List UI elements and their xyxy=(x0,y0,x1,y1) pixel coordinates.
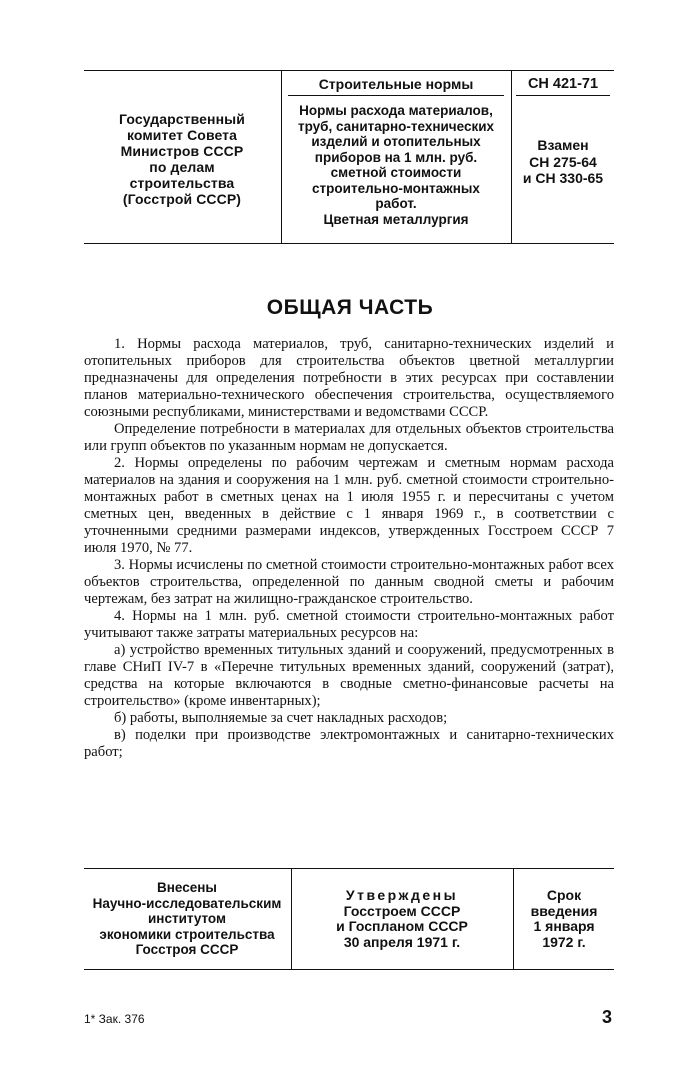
organization-line: строительства xyxy=(129,175,235,191)
norms-title-line: изделий и отопительных xyxy=(311,134,481,149)
header-norms-cell xyxy=(282,71,510,243)
paragraph: в) поделки при производстве электромонтажных и санитарно-технических работ; xyxy=(84,727,614,760)
submitted-line: Внесены xyxy=(157,880,217,896)
header-organization-cell xyxy=(84,71,280,243)
approved-title: Утверждены xyxy=(345,887,459,903)
submitted-line: Госстроя СССР xyxy=(135,942,239,958)
norms-title-line: приборов на 1 млн. руб. xyxy=(314,149,478,165)
replaces-note xyxy=(512,137,614,187)
paragraph: а) устройство временных титульных зданий и сооружений, предусмотренных в главе СНиП IV-7 в «Перечне титульных временных зданий, сооружений (затрат), средства на которые включаются в сводные сметно-финансовые расчеты на строительство» (кроме инвентарных); xyxy=(84,642,614,709)
norms-title-line: труб, санитарно-технических xyxy=(297,118,495,134)
norms-title-line: Нормы расхода материалов, xyxy=(299,103,493,118)
effective-line: 1 января xyxy=(533,918,595,934)
order-number: 1* Зак. 376 xyxy=(84,1012,145,1026)
paragraph: б) работы, выполняемые за счет накладных расходов; xyxy=(114,710,448,726)
replaces-line: Взамен xyxy=(537,137,589,153)
norms-title xyxy=(284,103,508,227)
page-number: 3 xyxy=(602,1007,613,1027)
norms-title-line: работ. xyxy=(375,196,417,211)
approved-line: Госстроем СССР xyxy=(343,902,461,919)
section-heading: ОБЩАЯ ЧАСТЬ xyxy=(266,296,434,319)
effective-date-cell xyxy=(514,869,614,969)
norms-title-line: строительно-монтажных xyxy=(312,180,480,196)
effective-line: 1972 г. xyxy=(542,933,586,950)
organization-line: Государственный xyxy=(119,111,245,127)
paragraph: 3. Нормы исчислены по сметной стоимости строительно-монтажных работ всех объектов строительства, определенной по данным сводной сметы и рабочим чертежам, без затрат на жилищно-гражданское строительство. xyxy=(84,557,614,607)
submitted-line: институтом xyxy=(148,911,226,927)
effective-line: введения xyxy=(530,902,598,919)
approved-line: и Госпланом СССР xyxy=(336,918,468,934)
header-table xyxy=(84,70,614,244)
organization-line: Министров СССР xyxy=(120,143,244,159)
organization-line: комитет Совета xyxy=(126,127,238,143)
norms-title-line: сметной стоимости xyxy=(330,165,462,180)
effective-line: Срок xyxy=(546,887,582,903)
paragraph: 2. Нормы определены по рабочим чертежам и сметным нормам расхода материалов на здания и сооружения на 1 млн. руб. сметной стоимости строительно-монтажных работ в сметных ценах на 1 июля 1955 г. и пересчитаны с учетом сметных цен, введенных в действие с 1 января 1969 г., в соответствии с уточненными средними размерами индексов, утвержденных Госстроем СССР 7 июля 1970, № 77. xyxy=(84,455,614,556)
organization-line: по делам xyxy=(149,159,215,175)
submitted-line: Научно-исследовательским xyxy=(92,895,282,911)
organization-line: (Госстрой СССР) xyxy=(122,191,242,207)
paragraph: 1. Нормы расхода материалов, труб, санитарно-технических изделий и отопительных приборов для строительства объектов цветной металлургии предназначены для определения потребности в этих ресурсах при составлении планов материально-технического обеспечения строительства, осуществляемого союзными республиками, министерствами и ведомствами СССР. xyxy=(84,336,614,420)
organization-name xyxy=(119,107,245,207)
approved-by-cell xyxy=(292,869,512,969)
body-text xyxy=(84,336,614,761)
replaces-line: и СН 330-65 xyxy=(522,170,604,186)
submitted-line: экономики строительства xyxy=(99,926,275,942)
norms-label: Строительные нормы xyxy=(288,73,504,96)
document-code: СН 421-71 xyxy=(516,73,610,96)
norms-title-line: Цветная металлургия xyxy=(323,211,469,227)
paragraph: Определение потребности в материалах для отдельных объектов строительства или групп объектов по указанным нормам не допускается. xyxy=(84,421,614,454)
submitted-by-cell xyxy=(84,869,290,969)
approved-line: 30 апреля 1971 г. xyxy=(343,933,461,950)
paragraph: 4. Нормы на 1 млн. руб. сметной стоимости строительно-монтажных работ учитывают также затраты материальных ресурсов на: xyxy=(84,608,614,641)
footer-table xyxy=(84,868,614,970)
replaces-line: СН 275-64 xyxy=(529,153,597,170)
header-code-cell xyxy=(512,71,614,243)
